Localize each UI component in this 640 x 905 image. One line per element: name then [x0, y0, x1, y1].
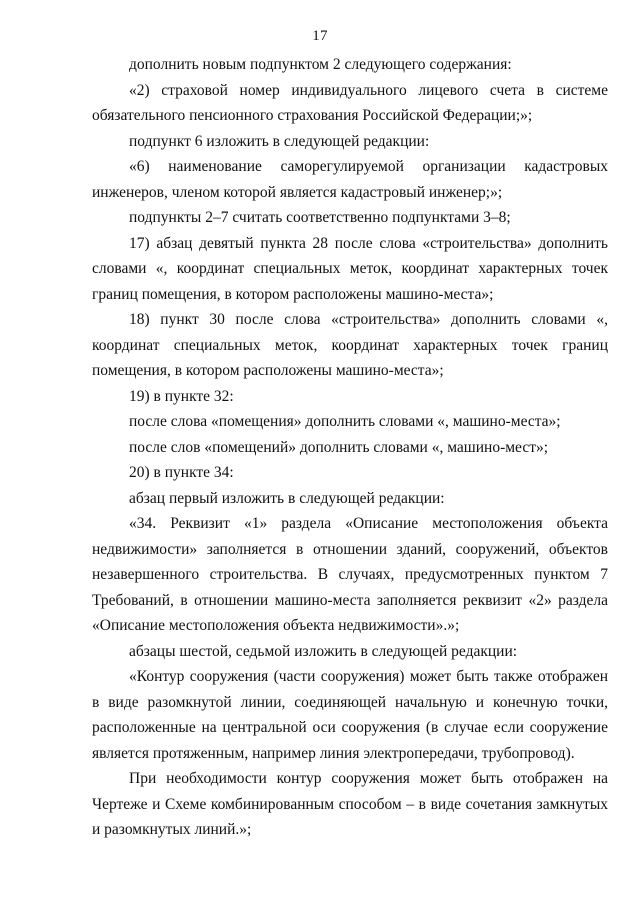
- paragraph: абзацы шестой, седьмой изложить в следующей редакции:: [129, 642, 518, 660]
- paragraph: «Контур сооружения (части сооружения) может быть также отображен в виде разомкнутой линии, соединяющей начальную и конечную точки, расположенные на центральной оси сооружения (в случае если сооружение является протяженным, например линия электропередачи, трубопровод).: [92, 668, 608, 762]
- paragraph: абзац первый изложить в следующей редакции:: [129, 489, 445, 507]
- paragraph: «2) страховой номер индивидуального лицевого счета в системе обязательного пенсионного страхования Российской Федерации;»;: [92, 81, 608, 124]
- paragraph: «34. Реквизит «1» раздела «Описание местоположения объекта недвижимости» заполняется в отношении зданий, сооружений, объектов незавершенного строительства. В случаях, предусмотренных пунктом 7 Требований, в отношении машино-места заполняется реквизит «2» раздела «Описание местоположения объекта недвижимости».»;: [92, 515, 608, 634]
- paragraph: подпункты 2–7 считать соответственно подпунктами 3–8;: [129, 209, 511, 226]
- paragraph: 18) пункт 30 после слова «строительства» дополнить словами «, координат специальных меток, координат характерных точек границ помещения, в котором расположены машино-места»;: [92, 311, 608, 379]
- paragraph: подпункт 6 изложить в следующей редакции:: [129, 132, 430, 150]
- page-number: 17: [312, 28, 328, 44]
- document-body: [92, 52, 608, 843]
- paragraph: 19) в пункте 32:: [129, 387, 234, 405]
- paragraph: после слова «помещения» дополнить словами «, машино-места»;: [129, 413, 561, 430]
- paragraph: «6) наименование саморегулируемой организации кадастровых инженеров, членом которой является кадастровый инженер;»;: [92, 158, 608, 201]
- paragraph: При необходимости контур сооружения может быть отображен на Чертеже и Схеме комбинированным способом – в виде сочетания замкнутых и разомкнутых линий.»;: [92, 770, 608, 838]
- paragraph: дополнить новым подпунктом 2 следующего содержания:: [129, 56, 512, 73]
- paragraph: 17) абзац девятый пункта 28 после слова «строительства» дополнить словами «, координат специальных меток, координат характерных точек границ помещения, в котором расположены машино-места»;: [92, 234, 608, 303]
- paragraph: 20) в пункте 34:: [129, 464, 234, 481]
- paragraph: после слов «помещений» дополнить словами «, машино-мест»;: [129, 438, 549, 456]
